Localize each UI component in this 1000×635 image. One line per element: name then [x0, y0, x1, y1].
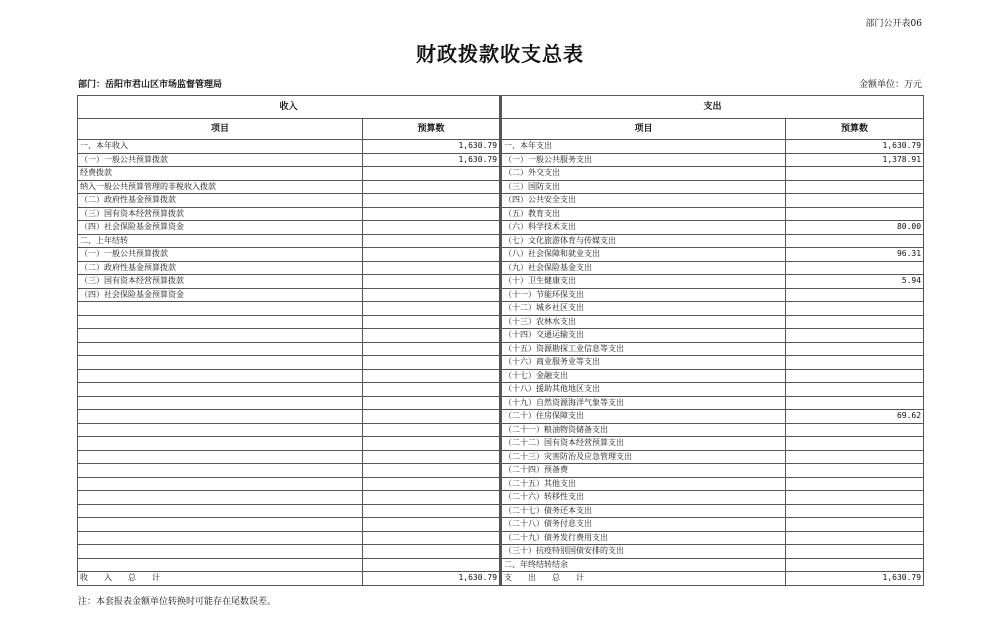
- expense-value-cell: [786, 518, 924, 532]
- income-item-cell: （一）一般公共预算拨款: [78, 153, 363, 167]
- table-row: [78, 288, 924, 302]
- expense-value-cell: [786, 315, 924, 329]
- income-item-cell: [78, 504, 363, 518]
- table-row: [78, 369, 924, 383]
- expense-item-cell: （九）社会保险基金支出: [501, 261, 786, 275]
- income-item-header: 项目: [78, 119, 363, 140]
- income-item-cell: [78, 369, 363, 383]
- table-row: [78, 531, 924, 545]
- expense-item-cell: （三十）抗疫特别国债安排的支出: [501, 545, 786, 559]
- income-item-cell: [78, 477, 363, 491]
- expense-value-cell: [786, 504, 924, 518]
- income-value-cell: [363, 342, 501, 356]
- income-item-cell: （一）一般公共预算拨款: [78, 248, 363, 262]
- income-total-label: 收 入 总 计: [78, 572, 363, 586]
- income-value-cell: [363, 464, 501, 478]
- unit-label: 金额单位：万元: [858, 80, 922, 90]
- table-row: [78, 275, 924, 289]
- income-value-cell: [363, 369, 501, 383]
- income-item-cell: 经费拨款: [78, 167, 363, 181]
- income-value-cell: [363, 207, 501, 221]
- expense-item-cell: （八）社会保障和就业支出: [501, 248, 786, 262]
- table-row: [78, 464, 924, 478]
- expense-value-cell: [786, 464, 924, 478]
- income-value-cell: [363, 423, 501, 437]
- expense-item-cell: （十三）农林水支出: [501, 315, 786, 329]
- income-value-cell: [363, 450, 501, 464]
- income-value-cell: [363, 194, 501, 208]
- expense-value-cell: [786, 545, 924, 559]
- table-body: [78, 140, 924, 572]
- income-item-cell: [78, 383, 363, 397]
- table-number-label: 部门公开表06: [865, 19, 922, 29]
- expense-value-cell: [786, 302, 924, 316]
- income-item-cell: [78, 302, 363, 316]
- income-item-cell: 纳入一般公共预算管理的非税收入拨款: [78, 180, 363, 194]
- table-row: [78, 437, 924, 451]
- table-row: [78, 261, 924, 275]
- footnote: 注：本套报表金额单位转换时可能存在尾数误差。: [78, 597, 277, 607]
- income-item-cell: [78, 410, 363, 424]
- expense-item-header: 项目: [501, 119, 786, 140]
- expense-item-cell: （十九）自然资源海洋气象等支出: [501, 396, 786, 410]
- table-row: [78, 383, 924, 397]
- expense-value-cell: 1,378.91: [786, 153, 924, 167]
- expense-item-cell: （二十七）债务还本支出: [501, 504, 786, 518]
- expense-item-cell: （二十三）灾害防治及应急管理支出: [501, 450, 786, 464]
- expense-item-cell: （二十二）国有资本经营预算支出: [501, 437, 786, 451]
- expense-item-cell: （六）科学技术支出: [501, 221, 786, 235]
- income-item-cell: （三）国有资本经营预算拨款: [78, 207, 363, 221]
- expense-item-cell: （二十五）其他支出: [501, 477, 786, 491]
- income-item-cell: [78, 315, 363, 329]
- income-value-cell: [363, 248, 501, 262]
- expense-value-cell: [786, 558, 924, 572]
- table-row: [78, 342, 924, 356]
- income-item-cell: [78, 356, 363, 370]
- expense-item-cell: （二）外交支出: [501, 167, 786, 181]
- income-value-cell: [363, 558, 501, 572]
- income-total-value: 1,630.79: [363, 572, 501, 586]
- expense-item-cell: （二十六）转移性支出: [501, 491, 786, 505]
- table-row: [78, 450, 924, 464]
- expense-item-cell: （二十一）粮油物资储备支出: [501, 423, 786, 437]
- income-item-cell: （三）国有资本经营预算拨款: [78, 275, 363, 289]
- income-item-cell: [78, 423, 363, 437]
- income-value-cell: 1,630.79: [363, 153, 501, 167]
- income-value-cell: [363, 234, 501, 248]
- income-value-cell: [363, 315, 501, 329]
- table-header-row: [78, 96, 924, 119]
- expense-value-cell: [786, 207, 924, 221]
- expense-value-cell: [786, 167, 924, 181]
- income-item-cell: （四）社会保险基金预算资金: [78, 288, 363, 302]
- income-item-cell: [78, 342, 363, 356]
- income-item-cell: [78, 464, 363, 478]
- income-value-cell: [363, 437, 501, 451]
- expense-item-cell: 一、本年支出: [501, 140, 786, 154]
- income-value-cell: [363, 356, 501, 370]
- expense-item-cell: （二十四）预备费: [501, 464, 786, 478]
- table-row: [78, 153, 924, 167]
- income-item-cell: 二、上年结转: [78, 234, 363, 248]
- table-row: [78, 302, 924, 316]
- income-value-cell: [363, 477, 501, 491]
- table-row: [78, 545, 924, 559]
- table-row: [78, 410, 924, 424]
- income-item-cell: [78, 437, 363, 451]
- expense-value-cell: [786, 194, 924, 208]
- expense-item-cell: （十四）交通运输支出: [501, 329, 786, 343]
- table-row: [78, 221, 924, 235]
- expense-item-cell: （七）文化旅游体育与传媒支出: [501, 234, 786, 248]
- income-value-cell: [363, 383, 501, 397]
- income-value-cell: [363, 329, 501, 343]
- income-item-cell: 一、本年收入: [78, 140, 363, 154]
- expense-value-cell: 1,630.79: [786, 140, 924, 154]
- expense-value-cell: [786, 369, 924, 383]
- income-value-cell: [363, 504, 501, 518]
- expense-item-cell: （十二）城乡社区支出: [501, 302, 786, 316]
- expense-total-value: 1,630.79: [786, 572, 924, 586]
- expense-value-cell: 96.31: [786, 248, 924, 262]
- fiscal-summary-table: [77, 95, 924, 586]
- table-row: [78, 396, 924, 410]
- expense-budget-header: 预算数: [786, 119, 924, 140]
- table-row: [78, 423, 924, 437]
- expense-item-cell: （二十九）债务发行费用支出: [501, 531, 786, 545]
- expense-value-cell: [786, 450, 924, 464]
- total-row: [78, 572, 924, 586]
- income-value-cell: 1,630.79: [363, 140, 501, 154]
- table-row: [78, 491, 924, 505]
- income-value-cell: [363, 545, 501, 559]
- income-header: 收入: [78, 96, 501, 119]
- expense-item-cell: （一）一般公共服务支出: [501, 153, 786, 167]
- table-row: [78, 140, 924, 154]
- income-item-cell: （四）社会保险基金预算资金: [78, 221, 363, 235]
- table-row: [78, 194, 924, 208]
- expense-value-cell: [786, 491, 924, 505]
- income-item-cell: [78, 531, 363, 545]
- table-row: [78, 356, 924, 370]
- income-value-cell: [363, 491, 501, 505]
- department-label: 部门：岳阳市君山区市场监督管理局: [78, 80, 223, 90]
- income-value-cell: [363, 275, 501, 289]
- expense-value-cell: 69.62: [786, 410, 924, 424]
- expense-item-cell: 二、年终结转结余: [501, 558, 786, 572]
- table-row: [78, 234, 924, 248]
- income-budget-header: 预算数: [363, 119, 501, 140]
- expense-value-cell: [786, 396, 924, 410]
- expense-item-cell: （五）教育支出: [501, 207, 786, 221]
- income-value-cell: [363, 531, 501, 545]
- table-subheader-row: [78, 119, 924, 140]
- income-item-cell: （二）政府性基金预算拨款: [78, 194, 363, 208]
- expense-item-cell: （十七）金融支出: [501, 369, 786, 383]
- table-row: [78, 180, 924, 194]
- expense-value-cell: [786, 329, 924, 343]
- expense-item-cell: （十八）援助其他地区支出: [501, 383, 786, 397]
- income-value-cell: [363, 288, 501, 302]
- expense-value-cell: [786, 342, 924, 356]
- expense-header: 支出: [501, 96, 924, 119]
- income-value-cell: [363, 396, 501, 410]
- income-item-cell: （二）政府性基金预算拨款: [78, 261, 363, 275]
- expense-item-cell: （十一）节能环保支出: [501, 288, 786, 302]
- income-item-cell: [78, 450, 363, 464]
- expense-value-cell: [786, 477, 924, 491]
- expense-value-cell: [786, 423, 924, 437]
- income-value-cell: [363, 261, 501, 275]
- expense-total-label: 支 出 总 计: [501, 572, 786, 586]
- income-item-cell: [78, 491, 363, 505]
- expense-item-cell: （三）国防支出: [501, 180, 786, 194]
- table-row: [78, 248, 924, 262]
- expense-value-cell: [786, 261, 924, 275]
- income-item-cell: [78, 545, 363, 559]
- expense-value-cell: [786, 531, 924, 545]
- expense-item-cell: （二十八）债务付息支出: [501, 518, 786, 532]
- income-value-cell: [363, 167, 501, 181]
- table-row: [78, 518, 924, 532]
- income-item-cell: [78, 396, 363, 410]
- expense-value-cell: [786, 437, 924, 451]
- expense-item-cell: （十五）资源勘探工业信息等支出: [501, 342, 786, 356]
- table-row: [78, 504, 924, 518]
- table-row: [78, 477, 924, 491]
- income-value-cell: [363, 302, 501, 316]
- expense-value-cell: [786, 383, 924, 397]
- expense-value-cell: 80.00: [786, 221, 924, 235]
- table-row: [78, 167, 924, 181]
- income-value-cell: [363, 410, 501, 424]
- table-row: [78, 207, 924, 221]
- expense-value-cell: 5.94: [786, 275, 924, 289]
- expense-item-cell: （十）卫生健康支出: [501, 275, 786, 289]
- page-title: 财政拨款收支总表: [416, 42, 584, 66]
- income-value-cell: [363, 180, 501, 194]
- table-row: [78, 558, 924, 572]
- expense-value-cell: [786, 234, 924, 248]
- expense-item-cell: （十六）商业服务业等支出: [501, 356, 786, 370]
- income-item-cell: [78, 329, 363, 343]
- income-value-cell: [363, 518, 501, 532]
- expense-item-cell: （四）公共安全支出: [501, 194, 786, 208]
- income-item-cell: [78, 558, 363, 572]
- expense-value-cell: [786, 356, 924, 370]
- expense-item-cell: （二十）住房保障支出: [501, 410, 786, 424]
- expense-value-cell: [786, 288, 924, 302]
- table-row: [78, 329, 924, 343]
- table-row: [78, 315, 924, 329]
- expense-value-cell: [786, 180, 924, 194]
- income-item-cell: [78, 518, 363, 532]
- income-value-cell: [363, 221, 501, 235]
